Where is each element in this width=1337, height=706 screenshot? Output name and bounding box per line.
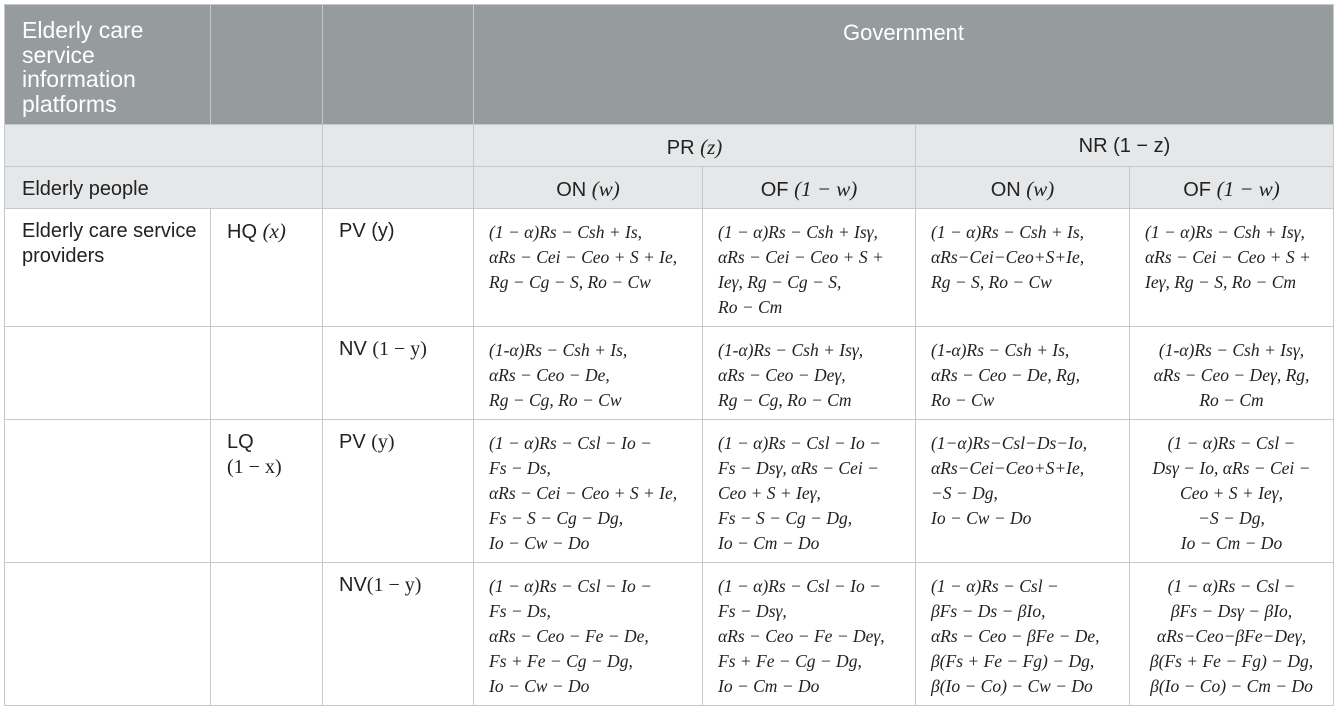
payoff-line: Ro − Cm bbox=[1199, 390, 1264, 410]
hq-label bbox=[211, 209, 323, 327]
payoff-matrix-table bbox=[4, 4, 1334, 706]
blank-cell bbox=[5, 125, 323, 167]
payoff-line: Ieγ, Rg − Cg − S, bbox=[718, 272, 842, 292]
payoff-line: Fs − S − Cg − Dg, bbox=[718, 508, 853, 528]
hq-name: HQ bbox=[227, 221, 257, 243]
on-variable: (w) bbox=[1026, 177, 1055, 201]
payoff-line: αRs − Ceo − Deγ, Rg, bbox=[1153, 365, 1310, 385]
nv-name: NV bbox=[339, 574, 367, 596]
pr-variable: (z) bbox=[700, 135, 723, 159]
platforms-header: Elderly care service information platforms bbox=[5, 5, 211, 125]
payoff-line: (1 − α)Rs − Csl − Io − bbox=[489, 576, 652, 596]
payoff-line: (1 − α)Rs − Csh + Isγ, bbox=[718, 222, 878, 242]
lq-variable: (1 − x) bbox=[227, 456, 282, 478]
payoff-line: Io − Cw − Do bbox=[489, 533, 590, 553]
header-blank bbox=[211, 5, 323, 125]
payoff-cell bbox=[703, 327, 916, 420]
payoff-line: β(Fs + Fe − Fg) − Dg, bbox=[931, 651, 1095, 671]
of-header bbox=[1130, 167, 1334, 209]
payoff-line: −S − Dg, bbox=[931, 483, 998, 503]
payoff-line: αRs − Cei − Ceo + S + bbox=[1145, 247, 1311, 267]
payoff-line: −S − Dg, bbox=[1198, 508, 1265, 528]
payoff-line: Io − Cm − Do bbox=[1180, 533, 1283, 553]
pv-label bbox=[323, 420, 474, 563]
blank-cell bbox=[323, 167, 474, 209]
payoff-line: αRs − Cei − Ceo + S + bbox=[718, 247, 884, 267]
on-label: ON bbox=[990, 179, 1021, 201]
elderly-people-label: Elderly people bbox=[5, 167, 323, 209]
payoff-line: (1-α)Rs − Csh + Isγ, bbox=[1158, 340, 1305, 360]
payoff-line: αRs−Ceo−βFe−Deγ, bbox=[1156, 626, 1307, 646]
on-label: ON bbox=[556, 179, 587, 201]
of-label: OF bbox=[760, 179, 789, 201]
pv-label: PV (y) bbox=[323, 209, 474, 327]
payoff-line: αRs − Ceo − De, bbox=[489, 365, 610, 385]
of-label: OF bbox=[1183, 179, 1212, 201]
payoff-line: Io − Cw − Do bbox=[931, 508, 1032, 528]
blank-cell bbox=[5, 563, 211, 706]
payoff-line: Fs + Fe − Cg − Dg, bbox=[489, 651, 633, 671]
blank-cell bbox=[323, 125, 474, 167]
payoff-line: (1 − α)Rs − Csl − bbox=[931, 576, 1059, 596]
payoff-cell bbox=[474, 209, 703, 327]
blank-cell bbox=[5, 420, 211, 563]
payoff-line: Rg − Cg, Ro − Cw bbox=[489, 390, 622, 410]
payoff-line: (1 − α)Rs − Csl − Io − bbox=[718, 433, 881, 453]
providers-label: Elderly care service providers bbox=[5, 209, 211, 327]
pv-variable: (y) bbox=[371, 431, 395, 453]
payoff-line: αRs − Cei − Ceo + S + Ie, bbox=[489, 247, 678, 267]
payoff-line: β(Io − Co) − Cm − Do bbox=[1150, 676, 1313, 696]
header-blank bbox=[323, 5, 474, 125]
lq-label bbox=[211, 420, 323, 563]
nv-variable: (1 − y) bbox=[366, 574, 422, 596]
payoff-cell bbox=[916, 420, 1130, 563]
payoff-line: (1 − α)Rs − Csh + Is, bbox=[489, 222, 643, 242]
payoff-cell bbox=[474, 327, 703, 420]
payoff-line: βFs − Ds − βIo, bbox=[931, 601, 1046, 621]
payoff-line: αRs − Ceo − Fe − Deγ, bbox=[718, 626, 885, 646]
payoff-line: (1 − α)Rs − Csh + Isγ, bbox=[1145, 222, 1305, 242]
pv-name: PV bbox=[339, 431, 366, 453]
nr-variable: (1 − z) bbox=[1113, 135, 1171, 157]
payoff-line: Dsγ − Io, αRs − Cei − bbox=[1152, 458, 1311, 478]
payoff-line: (1 − α)Rs − Csl − Io − bbox=[489, 433, 652, 453]
payoff-line: Rg − Cg − S, Ro − Cw bbox=[489, 272, 651, 292]
payoff-line: (1-α)Rs − Csh + Is, bbox=[489, 340, 628, 360]
payoff-cell bbox=[916, 563, 1130, 706]
payoff-line: αRs − Ceo − Fe − De, bbox=[489, 626, 649, 646]
hq-variable: (x) bbox=[262, 219, 286, 243]
payoff-line: αRs − Ceo − Deγ, bbox=[718, 365, 846, 385]
payoff-cell bbox=[916, 327, 1130, 420]
payoff-cell bbox=[1130, 327, 1334, 420]
payoff-line: (1 − α)Rs − Csl − bbox=[1167, 576, 1296, 596]
payoff-line: β(Fs + Fe − Fg) − Dg, bbox=[1149, 651, 1314, 671]
pr-header bbox=[474, 125, 916, 167]
payoff-line: Ro − Cm bbox=[718, 297, 783, 317]
payoff-line: (1-α)Rs − Csh + Is, bbox=[931, 340, 1070, 360]
payoff-line: Rg − S, Ro − Cw bbox=[931, 272, 1052, 292]
payoff-line: Fs + Fe − Cg − Dg, bbox=[718, 651, 862, 671]
payoff-line: Ro − Cw bbox=[931, 390, 995, 410]
payoff-line: β(Io − Co) − Cw − Do bbox=[931, 676, 1093, 696]
nr-header bbox=[916, 125, 1334, 167]
payoff-cell bbox=[703, 563, 916, 706]
payoff-line: Fs − S − Cg − Dg, bbox=[489, 508, 624, 528]
on-variable: (w) bbox=[591, 177, 620, 201]
payoff-cell bbox=[703, 420, 916, 563]
payoff-line: Io − Cm − Do bbox=[718, 533, 820, 553]
payoff-cell bbox=[916, 209, 1130, 327]
lq-name: LQ bbox=[227, 431, 254, 453]
payoff-cell bbox=[474, 420, 703, 563]
on-header bbox=[916, 167, 1130, 209]
payoff-line: αRs − Cei − Ceo + S + Ie, bbox=[489, 483, 678, 503]
payoff-line: (1−α)Rs−Csl−Ds−Io, bbox=[931, 433, 1088, 453]
payoff-cell bbox=[703, 209, 916, 327]
payoff-line: (1 − α)Rs − Csl − Io − bbox=[718, 576, 881, 596]
blank-cell bbox=[5, 327, 211, 420]
of-variable: (1 − w) bbox=[794, 177, 858, 201]
payoff-line: Ieγ, Rg − S, Ro − Cm bbox=[1145, 272, 1297, 292]
of-variable: (1 − w) bbox=[1216, 177, 1280, 201]
blank-cell bbox=[211, 327, 323, 420]
payoff-line: Fs − Ds, bbox=[489, 458, 551, 478]
payoff-line: Ceo + S + Ieγ, bbox=[718, 483, 821, 503]
nv-name: NV bbox=[339, 338, 367, 360]
nr-label: NR bbox=[1078, 135, 1108, 157]
payoff-line: Fs − Dsγ, bbox=[718, 601, 787, 621]
payoff-line: (1 − α)Rs − Csl − bbox=[1167, 433, 1296, 453]
payoff-cell bbox=[1130, 420, 1334, 563]
on-header bbox=[474, 167, 703, 209]
payoff-line: αRs−Cei−Ceo+S+Ie, bbox=[931, 458, 1085, 478]
blank-cell bbox=[211, 563, 323, 706]
payoff-line: Rg − Cg, Ro − Cm bbox=[718, 390, 852, 410]
nv-label bbox=[323, 563, 474, 706]
payoff-cell bbox=[474, 563, 703, 706]
payoff-line: αRs − Ceo − βFe − De, bbox=[931, 626, 1100, 646]
nv-label bbox=[323, 327, 474, 420]
payoff-line: Ceo + S + Ieγ, bbox=[1180, 483, 1283, 503]
payoff-line: βFs − Dsγ − βIo, bbox=[1170, 601, 1293, 621]
nv-variable: (1 − y) bbox=[372, 338, 427, 360]
payoff-line: Io − Cw − Do bbox=[489, 676, 590, 696]
payoff-line: Fs − Dsγ, αRs − Cei − bbox=[718, 458, 879, 478]
payoff-cell bbox=[1130, 563, 1334, 706]
payoff-cell bbox=[1130, 209, 1334, 327]
pr-label: PR bbox=[666, 137, 695, 159]
payoff-line: Io − Cm − Do bbox=[718, 676, 820, 696]
payoff-line: Fs − Ds, bbox=[489, 601, 551, 621]
government-header: Government bbox=[474, 5, 1334, 125]
payoff-line: (1 − α)Rs − Csh + Is, bbox=[931, 222, 1085, 242]
of-header bbox=[703, 167, 916, 209]
payoff-line: αRs−Cei−Ceo+S+Ie, bbox=[931, 247, 1085, 267]
payoff-line: αRs − Ceo − De, Rg, bbox=[931, 365, 1080, 385]
payoff-line: (1-α)Rs − Csh + Isγ, bbox=[718, 340, 864, 360]
